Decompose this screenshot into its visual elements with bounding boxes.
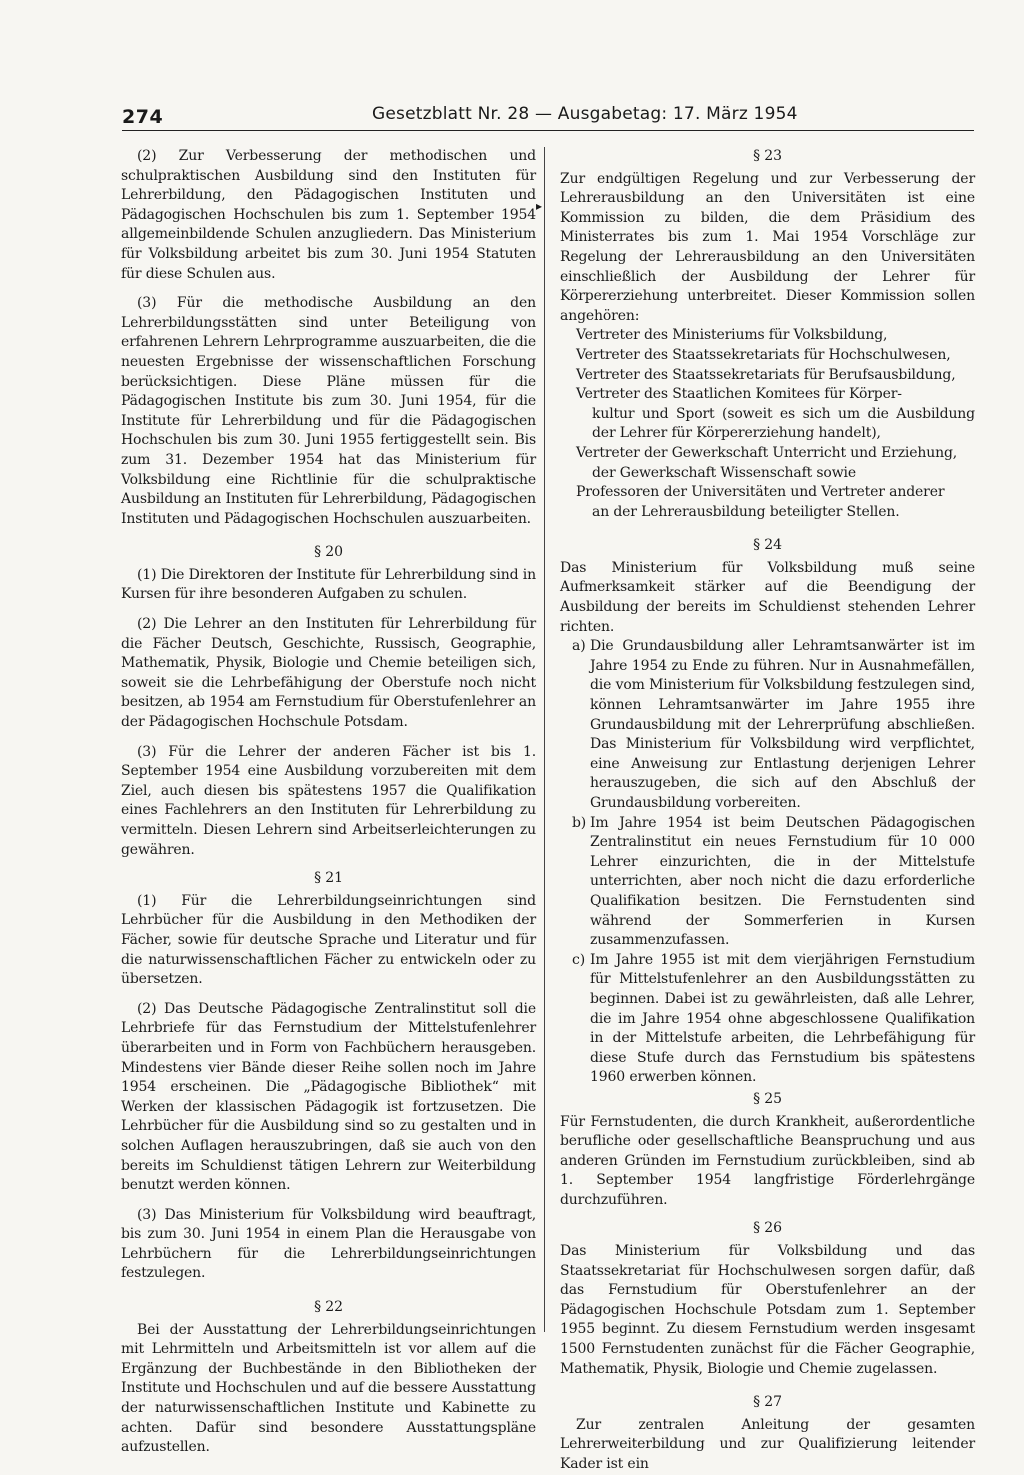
paragraph: Für Fernstudenten, die durch Krankheit, außerordentliche berufliche oder gesellschaftliche Beanspruchung und aus anderen Gründen im Fernstudium zurückbleiben, sind ab 1. September 1954 langfristige Förderlehrgänge durchzuführen. (560, 1113, 975, 1208)
section-heading: § 26 (753, 1220, 782, 1237)
column-divider (544, 147, 545, 1332)
section-heading: § 24 (753, 537, 782, 554)
paragraph: Das Ministerium für Volksbildung und das Staatssekretariat für Hochschulwesen sorgen dafür, daß das Fernstudium für Oberstufenlehrer an der Pädagogischen Hochschule Potsdam zum 1. September 1955 beginnt. Zu diesem Fernstudium werden insgesamt 1500 Fernstudenten zunächst für die Fächer Geographie, Mathematik, Physik, Biologie und Chemie zugelassen. (560, 1243, 975, 1377)
paragraph: Das Ministerium für Volksbildung muß seine Aufmerksamkeit stärker auf die Beendigung der Ausbildung der bereits im Schuldienst stehenden Lehrer richten. (560, 559, 975, 635)
left-column (121, 147, 536, 1458)
section-heading: § 20 (314, 544, 343, 561)
section-heading: § 21 (314, 870, 343, 887)
paragraph: (2) Zur Verbesserung der methodischen und schulpraktischen Ausbildung sind den Instituten für Lehrerbildung, den Pädagogischen Instituten und Pädagogischen Hochschulen bis zum 1. September 1954 allgemeinbildende Schulen anzugliedern. Das Ministerium für Volksbildung arbeitet bis zum 30. Juni 1954 Statuten für diese Schulen aus. (121, 148, 536, 282)
page-number: 274 (122, 106, 164, 128)
paragraph: (1) Die Direktoren der Institute für Lehrerbildung sind in Kursen für ihre besonderen Aufgaben zu schulen. (121, 566, 536, 603)
list-item: b) Im Jahre 1954 ist beim Deutschen Pädagogischen Zentralinstitut ein neues Fernstudium für 10 000 Lehrer einzurichten, die in der Mittelstufe unterrichten, aber noch nicht die dazu erforderliche Qualifikation besitzen. Die Fernstudenten sind während der Sommerferien in Kursen zusammenzufassen. (572, 814, 975, 949)
member-list-item: Vertreter des Staatssekretariats für Berufsausbildung, (576, 366, 956, 383)
member-list-item: Vertreter der Gewerkschaft Unterricht und Erziehung, der Gewerkschaft Wissenschaft sowie (576, 444, 958, 481)
member-list-item: Vertreter des Ministeriums für Volksbildung, (576, 327, 888, 344)
right-column (560, 147, 975, 1475)
paragraph: (3) Das Ministerium für Volksbildung wird beauftragt, bis zum 30. Juni 1954 in einem Plan die Herausgabe von Lehrbüchern für die Lehrerbildungseinrichtungen festzulegen. (121, 1206, 536, 1282)
header-title: Gesetzblatt Nr. 28 — Ausgabetag: 17. März 1954 (372, 104, 798, 124)
paragraph: (3) Für die methodische Ausbildung an den Lehrerbildungsstätten sind unter Beteiligung von erfahrenen Lehrern Lehrprogramme auszuarbeiten, die die neuesten Ergebnisse der wissenschaftlichen Forschung berücksichtigen. Diese Pläne müssen für die Pädagogischen Institute bis zum 30. Juni 1954, für die Institute für Lehrerbildung und für die Pädagogischen Hochschulen bis zum 30. Juni 1955 fertiggestellt sein. Bis zum 31. Dezember 1954 hat das Ministerium für Volksbildung eine Richtlinie für die schulpraktische Ausbildung an Instituten für Lehrerbildung, Pädagogischen Instituten und Pädagogischen Hochschulen auszuarbeiten. (121, 295, 536, 527)
paragraph: (1) Für die Lehrerbildungseinrichtungen sind Lehrbücher für die Ausbildung in den Methodiken der Fächer, sowie für deutsche Sprache und Literatur und für die naturwissenschaftlichen Fächer zu entwickeln oder zu übersetzen. (121, 892, 536, 988)
paragraph: (2) Das Deutsche Pädagogische Zentralinstitut soll die Lehrbriefe für das Fernstudium der Mittelstufenlehrer überarbeiten und in Form von Fachbüchern herausgeben. Mindestens vier Bände dieser Reihe sollen noch im Jahre 1954 erscheinen. Die „Pädagogische Bibliothek“ mit Werken der klassischen Pädagogik ist fortzusetzen. Die Lehrbücher für die Ausbildung sind so zu gestalten und in solchen Auflagen herauszubringen, daß sie auch von den bereits im Schuldienst tätigen Lehrern zur Weiterbildung benutzt werden können. (121, 1000, 536, 1194)
list-item: c) Im Jahre 1955 ist mit dem vierjährigen Fernstudium für Mittelstufenlehrer an den Ausbildungsstätten zu beginnen. Dabei ist zu gewährleisten, daß alle Lehrer, die im Jahre 1954 ohne abgeschlossene Qualifikation in der Mittelstufe arbeiten, die Lehrbefähigung für diese Stufe durch das Fernstudium bis spätestens 1960 erwerben können. (572, 951, 975, 1086)
page-header (122, 104, 974, 131)
paragraph: Bei der Ausstattung der Lehrerbildungseinrichtungen mit Lehrmitteln und Arbeitsmitteln ist vor allem auf die Ergänzung der Buchbestände in den Bibliotheken der Institute und Hochschulen und auf die bessere Ausstattung der naturwissenschaftlichen Institute und Kabinette zu achten. Dafür sind besondere Ausstattungspläne aufzustellen. (121, 1321, 536, 1456)
section-heading: § 23 (753, 148, 782, 164)
list-item: a) Die Grundausbildung aller Lehramtsanwärter ist im Jahre 1954 zu Ende zu führen. Nur in Ausnahmefällen, die vom Ministerium für Volksbildung festzulegen sind, können Lehramtsanwärter im Jahre 1955 ihre Grundausbildung mit der Lehrerprüfung abschließen. Das Ministerium für Volksbildung wird verpflichtet, eine Anweisung zur Entlastung derjenigen Lehrer herauszugeben, die sich auf den Abschluß der Grundausbildung vorbereiten. (572, 638, 975, 811)
member-list-item: Professoren der Universitäten und Vertreter anderer an der Lehrerausbildung beteiligter Stellen. (576, 484, 945, 520)
member-list-item: Vertreter des Staatlichen Komitees für Körper- kultur und Sport (soweit es sich um die Ausbildung der Lehrer für Körpererziehung handelt), (576, 386, 975, 442)
paragraph: Zur zentralen Anleitung der gesamten Lehrerweiterbildung und zur Qualifizierung leitender Kader ist ein (560, 1416, 975, 1472)
paragraph: Zur endgültigen Regelung und zur Verbesserung der Lehrerausbildung an den Universitäten ist eine Kommission zu bilden, die dem Präsidium des Ministerrates bis zum 1. Mai 1954 Vorschläge zur Regelung der Lehrerausbildung an den Universitäten einschließlich der Ausbildung der Lehrer für Körpererziehung unterbreitet. Dieser Kommission sollen angehören: (560, 170, 975, 324)
section-heading: § 27 (753, 1394, 782, 1411)
margin-arrow-icon: ▸ (536, 199, 543, 213)
section-heading: § 25 (753, 1090, 782, 1107)
member-list-item: Vertreter des Staatssekretariats für Hochschulwesen, (576, 346, 951, 363)
paragraph: (2) Die Lehrer an den Instituten für Lehrerbildung für die Fächer Deutsch, Geschichte, Russisch, Geographie, Mathematik, Physik, Biologie und Chemie beteiligen sich, soweit sie die Lehrbefähigung der Oberstufe noch nicht besitzen, ab 1954 am Fernstudium für Oberstufenlehrer an der Pädagogischen Hochschule Potsdam. (121, 616, 536, 731)
paragraph: (3) Für die Lehrer der anderen Fächer ist bis 1. September 1954 eine Ausbildung vorzubereiten mit dem Ziel, auch diesen bis spätestens 1957 die Qualifikation eines Fachlehrers an den Instituten für Lehrerbildung zu vermitteln. Diesen Lehrern sind Arbeitserleichterungen zu gewähren. (121, 743, 536, 858)
section-heading: § 22 (314, 1299, 343, 1316)
